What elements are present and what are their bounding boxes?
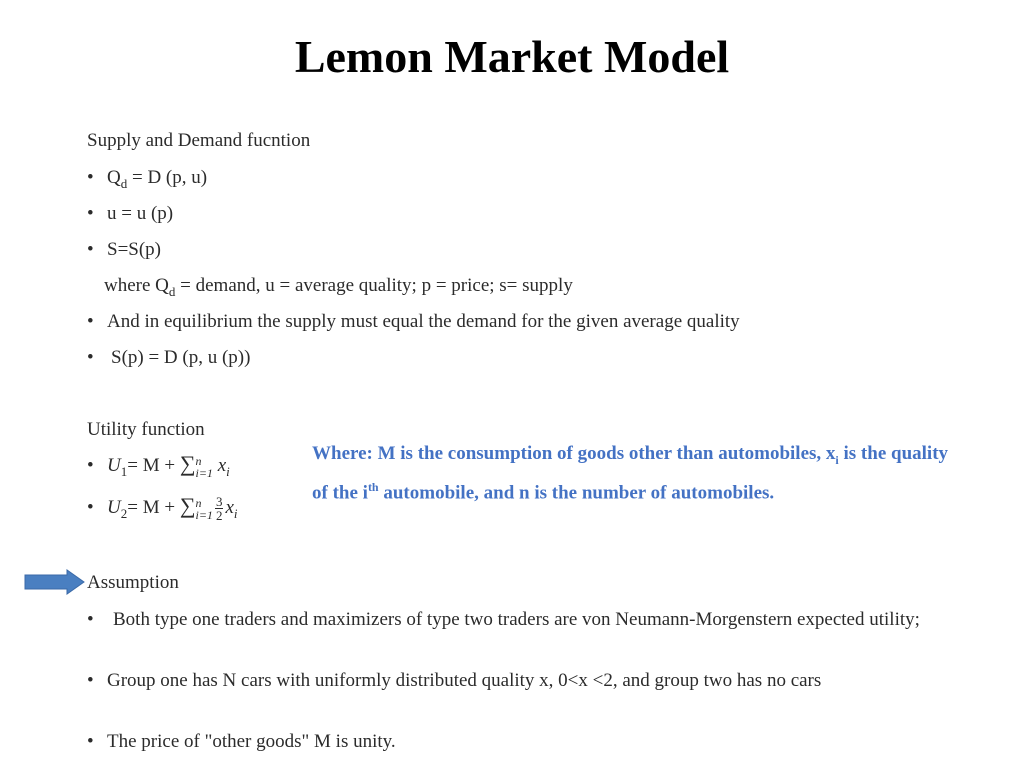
bullet-quality-function: • u = u (p) xyxy=(87,203,174,224)
utility-u2-equation: • $U_2= M$ + ∑ n i=1 $\frac{3}{2}$ $x_i$ xyxy=(87,493,238,524)
assumption-heading: Assumption xyxy=(87,572,179,593)
sum-symbol: ∑ xyxy=(179,493,196,518)
assumption-item: • The price of "other goods" M is unity. xyxy=(87,731,396,752)
sum-symbol: ∑ xyxy=(179,451,196,476)
utility-variable-note: Where: M is the consumption of goods other than automobiles, $x_i$ is the quality of the $i^{th}$ automobile, and n is the number of automobiles. xyxy=(312,443,949,504)
bullet-demand-function: • $Q_d = D$ (p, u) xyxy=(87,167,208,191)
assumption-item: • Both type one traders and maximizers of type two traders are von Neumann-Morgenstern expected utility; xyxy=(87,609,920,630)
utility-u1-equation: • $U_1= M$ + ∑ n i=1 $x_i$ xyxy=(87,451,230,480)
supply-demand-heading: Supply and Demand fucntion xyxy=(87,130,311,151)
slide-title: Lemon Market Model xyxy=(294,31,730,82)
right-arrow-icon xyxy=(24,569,86,595)
bullet-equilibrium-equation: • S(p) = D (p, u (p)) xyxy=(87,347,251,368)
bullet-supply-function: • S=S(p) xyxy=(87,239,162,260)
where-definitions: where $Q_d$ = demand, u = average quality; p = price; s= supply xyxy=(104,275,573,299)
bullet-equilibrium-text: • And in equilibrium the supply must equal the demand for the given average quality xyxy=(87,311,740,332)
utility-heading: Utility function xyxy=(87,419,205,440)
fraction-three-halves: $\frac{3}{2}$ xyxy=(215,494,223,524)
assumption-item: • Group one has N cars with uniformly distributed quality x, 0<x <2, and group two has no cars xyxy=(87,670,822,691)
